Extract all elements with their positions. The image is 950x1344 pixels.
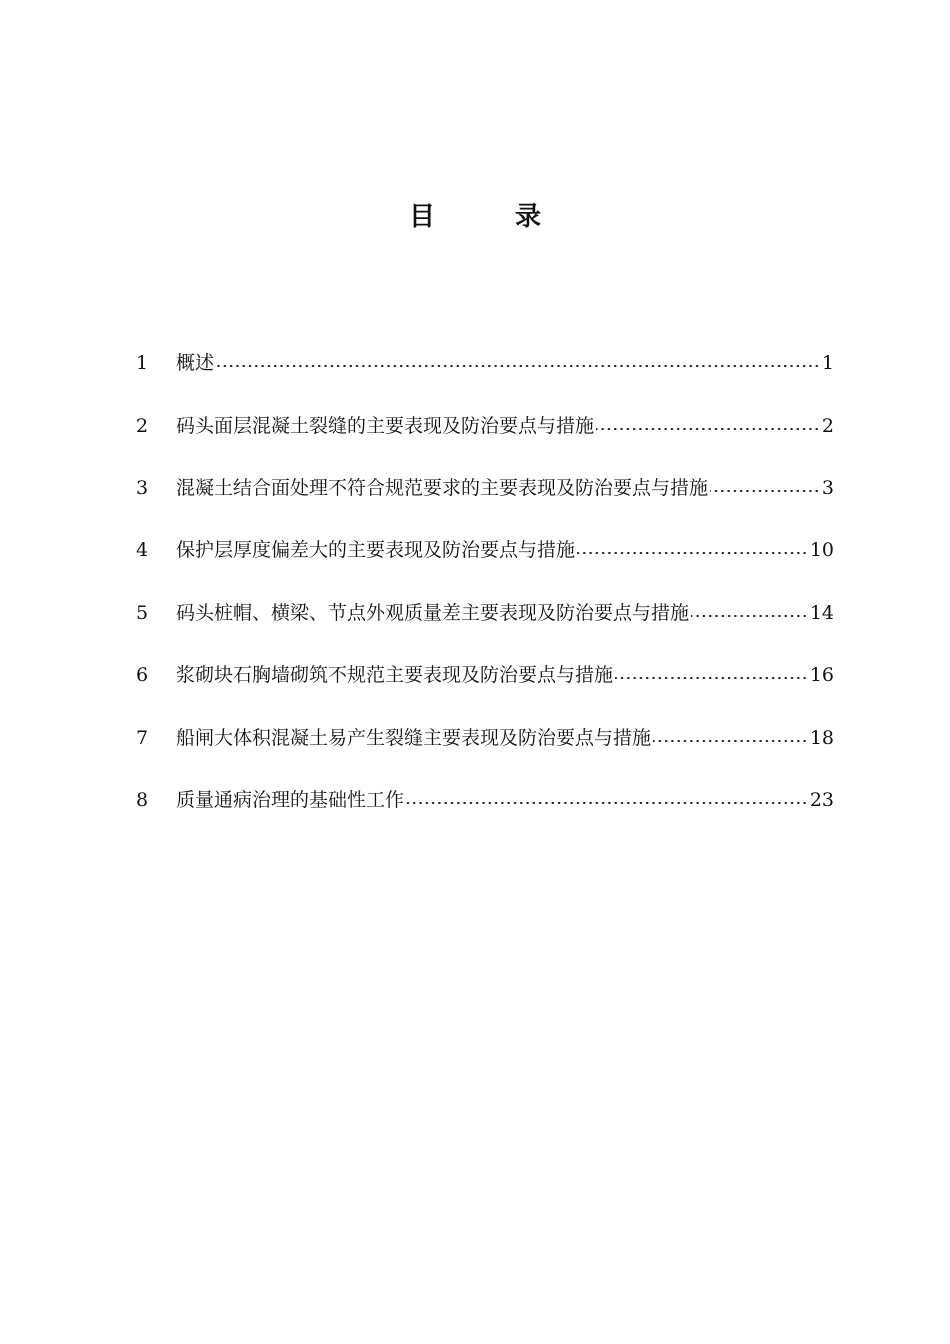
toc-entry-page: 3 bbox=[821, 476, 834, 499]
toc-entry-5[interactable] bbox=[136, 582, 834, 644]
toc-entry-page: 1 bbox=[821, 352, 834, 375]
toc-entry-number: 5 bbox=[136, 601, 149, 624]
toc-entry-1[interactable] bbox=[136, 332, 834, 394]
toc-entry-title: 码头桩帽、横梁、节点外观质量差主要表现及防治要点与措施 bbox=[176, 601, 690, 624]
toc-entry-4[interactable] bbox=[136, 519, 834, 581]
dot-leader bbox=[216, 365, 820, 367]
dot-leader bbox=[691, 615, 808, 617]
dot-leader bbox=[577, 552, 808, 554]
toc-entry-title: 混凝土结合面处理不符合规范要求的主要表现及防治要点与措施 bbox=[176, 476, 709, 499]
dot-leader bbox=[653, 740, 808, 742]
toc-entry-2[interactable] bbox=[136, 394, 834, 456]
toc-entry-7[interactable] bbox=[136, 706, 834, 768]
toc-entry-page: 2 bbox=[821, 414, 834, 437]
title-char-1: 目 bbox=[408, 202, 435, 232]
toc-entry-page: 10 bbox=[809, 539, 834, 562]
toc-entry-title: 船闸大体积混凝土易产生裂缝主要表现及防治要点与措施 bbox=[176, 726, 652, 749]
toc-entry-title: 保护层厚度偏差大的主要表现及防治要点与措施 bbox=[176, 539, 576, 562]
dot-leader bbox=[596, 428, 820, 430]
dot-leader bbox=[615, 677, 808, 679]
toc-entry-number: 7 bbox=[136, 726, 149, 749]
toc-entry-number: 6 bbox=[136, 664, 149, 687]
toc-entry-page: 18 bbox=[809, 726, 834, 749]
dot-leader bbox=[406, 802, 808, 804]
toc-entry-page: 16 bbox=[809, 664, 834, 687]
toc-entry-title: 浆砌块石胸墙砌筑不规范主要表现及防治要点与措施 bbox=[176, 664, 614, 687]
toc-entry-number: 3 bbox=[136, 476, 149, 499]
toc-entry-3[interactable] bbox=[136, 457, 834, 519]
toc-entry-8[interactable] bbox=[136, 769, 834, 831]
toc-entry-title: 码头面层混凝土裂缝的主要表现及防治要点与措施 bbox=[176, 414, 595, 437]
page-title bbox=[0, 196, 950, 233]
table-of-contents bbox=[136, 332, 834, 831]
toc-entry-page: 23 bbox=[809, 788, 834, 811]
toc-entry-6[interactable] bbox=[136, 644, 834, 706]
toc-entry-number: 8 bbox=[136, 788, 149, 811]
toc-entry-number: 2 bbox=[136, 414, 149, 437]
toc-entry-number: 4 bbox=[136, 539, 149, 562]
toc-entry-page: 14 bbox=[809, 601, 834, 624]
toc-entry-title: 概述 bbox=[176, 352, 215, 375]
dot-leader bbox=[710, 490, 820, 492]
toc-entry-title: 质量通病治理的基础性工作 bbox=[176, 788, 405, 811]
toc-entry-number: 1 bbox=[136, 352, 149, 375]
title-char-2: 录 bbox=[515, 202, 542, 232]
